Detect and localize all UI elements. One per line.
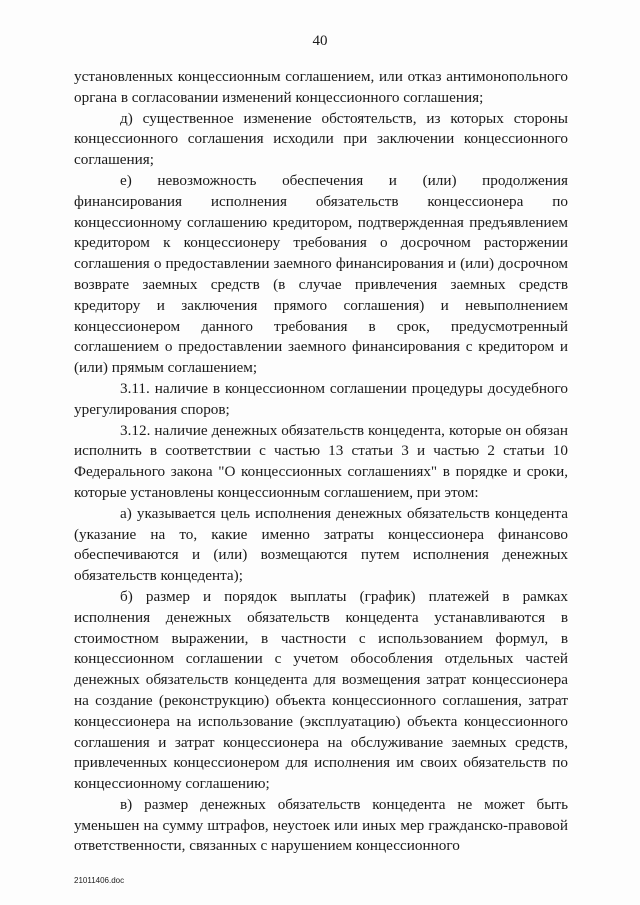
paragraph-item-b: б) размер и порядок выплаты (график) платежей в рамках исполнения денежных обязательств концедента устанавливаются в стоимостном выражении, в частности с использованием формул, в концессионном соглашении с учетом обособления отдельных частей денежных обязательств концедента для возмещения затрат концессионера на создание (реконструкцию) объекта концессионного соглашения, затрат концессионера на использование (эксплуатацию) объекта концессионного соглашения и затрат концессионера на обслуживание заемных средств, привлеченных концессионером для исполнения им своих обязательств по концессионному соглашению; [74,587,568,793]
paragraph-3-11: 3.11. наличие в концессионном соглашении процедуры досудебного урегулирования споров; [74,379,568,418]
page-number: 40 [312,33,328,49]
paragraph-3-12: 3.12. наличие денежных обязательств концедента, которые он обязан исполнить в соответствии с частью 13 статьи 3 и частью 2 статьи 10 Федерального закона "О концессионных соглашениях" в порядке и сроки, которые установлены концессионным соглашением, при этом: [74,421,568,501]
paragraph-item-d: д) существенное изменение обстоятельств, из которых стороны концессионного соглашения исходили при заключении концессионного соглашения; [74,109,568,169]
paragraph-item-v: в) размер денежных обязательств концедента не может быть уменьшен на сумму штрафов, неустоек или иных мер гражданско-правовой ответственности, связанных с нарушением концессионного [74,795,568,855]
footer-filename: 21011406.doc [74,876,125,885]
paragraph-continuation: установленных концессионным соглашением, или отказ антимонопольного органа в согласовании изменений концессионного соглашения; [74,68,568,106]
paragraph-item-e: е) невозможность обеспечения и (или) продолжения финансирования исполнения обязательств концессионера по концессионному соглашению кредитором, подтвержденная предъявлением кредитором к концессионеру требования о досрочном расторжении соглашения о предоставлении заемного финансирования и (или) досрочном возврате заемных средств (в случае привлечения заемных средств кредитору и заключения прямого соглашения) и невыполнением концессионером данного требования в срок, предусмотренный соглашением о предоставлении заемного финансирования с кредитором и (или) прямым соглашением; [74,171,568,377]
paragraph-item-a: а) указывается цель исполнения денежных обязательств концедента (указание на то, какие именно затраты концессионера финансово обеспечиваются и (или) возмещаются путем исполнения денежных обязательств концедента); [74,504,568,585]
document-body [74,67,568,857]
